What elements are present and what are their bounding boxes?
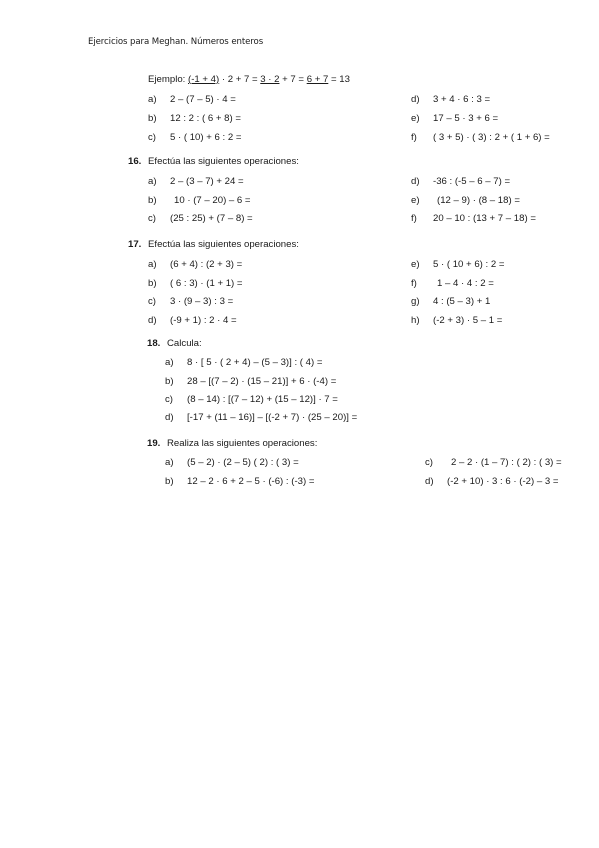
exercise-18-item-b <box>165 376 336 388</box>
item-expression: 5 · ( 10 + 6) : 2 = <box>433 259 505 270</box>
item-letter: d) <box>148 315 157 326</box>
exercise-17-heading <box>128 239 299 251</box>
item-expression: (5 – 2) · (2 – 5) ( 2) : ( 3) = <box>187 457 299 468</box>
exercise-title: Efectúa las siguientes operaciones: <box>148 239 299 250</box>
item-expression: 12 : 2 : ( 6 + 8) = <box>170 113 241 124</box>
item-expression: 5 · ( 10) + 6 : 2 = <box>170 132 242 143</box>
exercise-number: 18. <box>147 338 161 349</box>
exercise-19-heading <box>147 438 317 450</box>
exercise-16-item-e <box>411 195 520 207</box>
exercise-17-item-e <box>411 259 504 271</box>
item-letter: d) <box>411 94 420 105</box>
item-expression: 3 + 4 · 6 : 3 = <box>433 94 491 105</box>
item-letter: d) <box>411 176 420 187</box>
item-letter: a) <box>148 94 157 105</box>
item-letter: e) <box>411 259 420 270</box>
item-letter: d) <box>425 476 434 487</box>
item-letter: f) <box>411 132 417 143</box>
item-letter: e) <box>411 113 420 124</box>
exercise-16-item-d <box>411 176 510 188</box>
item-letter: e) <box>411 195 420 206</box>
item-letter: c) <box>165 394 173 405</box>
exercise-number: 19. <box>147 438 161 449</box>
item-expression: ( 6 : 3) · (1 + 1) = <box>170 278 243 289</box>
exercise-17-item-c <box>148 296 233 308</box>
item-letter: b) <box>165 476 174 487</box>
item-letter: a) <box>165 457 174 468</box>
item-expression: (-9 + 1) : 2 · 4 = <box>170 315 237 326</box>
item-expression: (12 – 9) · (8 – 18) = <box>437 195 520 206</box>
item-letter: f) <box>411 213 417 224</box>
document-header: Ejercicios para Meghan. Números enteros <box>88 37 264 47</box>
item-expression: 4 : (5 – 3) + 1 <box>433 296 491 307</box>
example-step-2: · 2 + 7 = <box>219 74 261 85</box>
exercise-18-item-d <box>165 412 357 424</box>
exercise-title: Efectúa las siguientes operaciones: <box>148 156 299 167</box>
intro-item-e <box>411 113 498 125</box>
exercise-17-item-g <box>411 296 490 308</box>
example-line <box>148 74 350 86</box>
example-label: Ejemplo: <box>148 74 186 85</box>
item-letter: g) <box>411 296 420 307</box>
exercise-title: Calcula: <box>167 338 202 349</box>
item-expression: 8 · [ 5 · ( 2 + 4) – (5 – 3)] : ( 4) = <box>187 357 323 368</box>
exercise-number: 17. <box>128 239 142 250</box>
exercise-title: Realiza las siguientes operaciones: <box>167 438 318 449</box>
item-expression: 2 – 2 · (1 – 7) : ( 2) : ( 3) = <box>451 457 562 468</box>
exercise-17-item-d <box>148 315 237 327</box>
example-step-4: + 7 = <box>279 74 307 85</box>
item-letter: c) <box>148 213 156 224</box>
item-expression: [-17 + (11 – 16)] – [(-2 + 7) · (25 – 20)] = <box>187 412 358 423</box>
item-expression: -36 : (-5 – 6 – 7) = <box>433 176 511 187</box>
exercise-16-item-b <box>148 195 251 207</box>
item-expression: 10 · (7 – 20) – 6 = <box>174 195 251 206</box>
item-letter: a) <box>148 176 157 187</box>
item-letter: h) <box>411 315 420 326</box>
item-letter: a) <box>165 357 174 368</box>
exercise-16-item-a <box>148 176 244 188</box>
exercise-17-item-a <box>148 259 242 271</box>
item-expression: (6 + 4) : (2 + 3) = <box>170 259 243 270</box>
item-expression: 2 – (7 – 5) · 4 = <box>170 94 236 105</box>
item-expression: (-2 + 3) · 5 – 1 = <box>433 315 503 326</box>
intro-item-f <box>411 132 550 144</box>
intro-item-b <box>148 113 241 125</box>
item-expression: 17 – 5 · 3 + 6 = <box>433 113 499 124</box>
item-expression: 3 · (9 – 3) : 3 = <box>170 296 234 307</box>
exercise-16-item-f <box>411 213 536 225</box>
item-expression: 1 – 4 · 4 : 2 = <box>437 278 494 289</box>
item-letter: b) <box>148 195 157 206</box>
intro-item-c <box>148 132 241 144</box>
exercise-17-item-b <box>148 278 243 290</box>
example-step-5: 6 + 7 <box>306 74 329 85</box>
item-expression: 2 – (3 – 7) + 24 = <box>170 176 244 187</box>
item-expression: 12 – 2 · 6 + 2 – 5 · (-6) : (-3) = <box>187 476 315 487</box>
exercise-19-item-d <box>425 476 558 488</box>
item-expression: (8 – 14) : [(7 – 12) + (15 – 12)] · 7 = <box>187 394 338 405</box>
item-letter: c) <box>425 457 433 468</box>
item-letter: b) <box>148 113 157 124</box>
exercise-19-item-a <box>165 457 299 469</box>
item-letter: c) <box>148 296 156 307</box>
exercise-16-heading <box>128 156 299 168</box>
example-step-6: = 13 <box>328 74 350 85</box>
item-letter: b) <box>148 278 157 289</box>
exercise-18-item-a <box>165 357 322 369</box>
item-expression: 28 – [(7 – 2) · (15 – 21)] + 6 · (-4) = <box>187 376 337 387</box>
item-expression: (25 : 25) + (7 – 8) = <box>170 213 253 224</box>
item-expression: 20 – 10 : (13 + 7 – 18) = <box>433 213 536 224</box>
exercise-number: 16. <box>128 156 142 167</box>
example-step-3: 3 · 2 <box>260 74 280 85</box>
item-expression: ( 3 + 5) · ( 3) : 2 + ( 1 + 6) = <box>433 132 550 143</box>
intro-item-a <box>148 94 236 106</box>
item-letter: f) <box>411 278 417 289</box>
exercise-18-heading <box>147 338 202 350</box>
exercise-18-item-c <box>165 394 338 406</box>
item-letter: a) <box>148 259 157 270</box>
item-letter: b) <box>165 376 174 387</box>
intro-item-d <box>411 94 490 106</box>
exercise-17-item-h <box>411 315 502 327</box>
exercise-16-item-c <box>148 213 253 225</box>
item-expression: (-2 + 10) · 3 : 6 · (-2) – 3 = <box>447 476 559 487</box>
exercise-19-item-b <box>165 476 314 488</box>
example-step-1: (-1 + 4) <box>188 74 220 85</box>
exercise-17-item-f <box>411 278 494 290</box>
exercise-19-item-c <box>425 457 562 469</box>
item-letter: c) <box>148 132 156 143</box>
item-letter: d) <box>165 412 174 423</box>
